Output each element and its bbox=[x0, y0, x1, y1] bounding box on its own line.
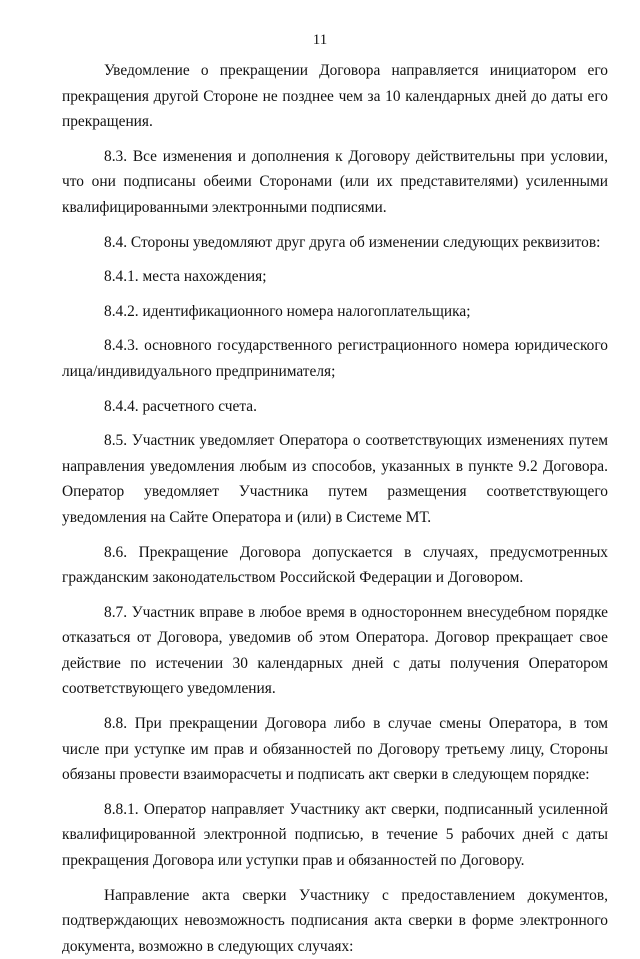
paragraph-reconciliation-cases: Направление акта сверки Участнику с предоставлением документов, подтверждающих невозможность подписания акта сверки в форме электронного документа, возможно в следующих случаях: bbox=[62, 886, 608, 955]
paragraph-8-7: 8.7. Участник вправе в любое время в одностороннем внесудебном порядке отказаться от Договора, уведомив об этом Оператора. Договор прекращает свое действие по истечении 30 календарных дней с даты получения Оператором соответствующего уведомления. bbox=[62, 603, 608, 698]
document-body bbox=[62, 58, 608, 959]
paragraph-8-4-4: 8.4.4. расчетного счета. bbox=[104, 397, 257, 415]
paragraph-termination-notice: Уведомление о прекращении Договора направляется инициатором его прекращения другой Стороне не позднее чем за 10 календарных дней до даты его прекращения. bbox=[62, 62, 608, 131]
paragraph-8-5: 8.5. Участник уведомляет Оператора о соответствующих изменениях путем направления уведомления любым из способов, указанных в пункте 9.2 Договора. Оператор уведомляет Участника путем размещения соответствующего уведомления на Сайте Оператора и (или) в Системе МТ. bbox=[62, 432, 608, 526]
paragraph-8-8-1: 8.8.1. Оператор направляет Участнику акт сверки, подписанный усиленной квалифицированной электронной подписью, в течение 5 рабочих дней с даты прекращения Договора или уступки прав и обязанностей по Договору. bbox=[62, 800, 608, 870]
paragraph-8-4-1: 8.4.1. места нахождения; bbox=[104, 268, 267, 286]
paragraph-8-4: 8.4. Стороны уведомляют друг друга об изменении следующих реквизитов: bbox=[104, 233, 601, 251]
paragraph-8-6: 8.6. Прекращение Договора допускается в случаях, предусмотренных гражданским законодательством Российской Федерации и Договором. bbox=[62, 543, 608, 587]
paragraph-8-4-3: 8.4.3. основного государственного регистрационного номера юридического лица/индивидуального предпринимателя; bbox=[62, 337, 608, 380]
paragraph-8-3: 8.3. Все изменения и дополнения к Договору действительны при условии, что они подписаны обеими Сторонами (или их представителями) усиленными квалифицированными электронными подписями. bbox=[62, 147, 608, 216]
paragraph-8-8: 8.8. При прекращении Договора либо в случае смены Оператора, в том числе при уступке им прав и обязанностей по Договору третьему лицу, Стороны обязаны провести взаиморасчеты и подписать акт сверки в следующем порядке: bbox=[62, 715, 608, 784]
paragraph-8-4-2: 8.4.2. идентификационного номера налогоплательщика; bbox=[104, 302, 471, 320]
page-number: 11 bbox=[312, 32, 328, 48]
